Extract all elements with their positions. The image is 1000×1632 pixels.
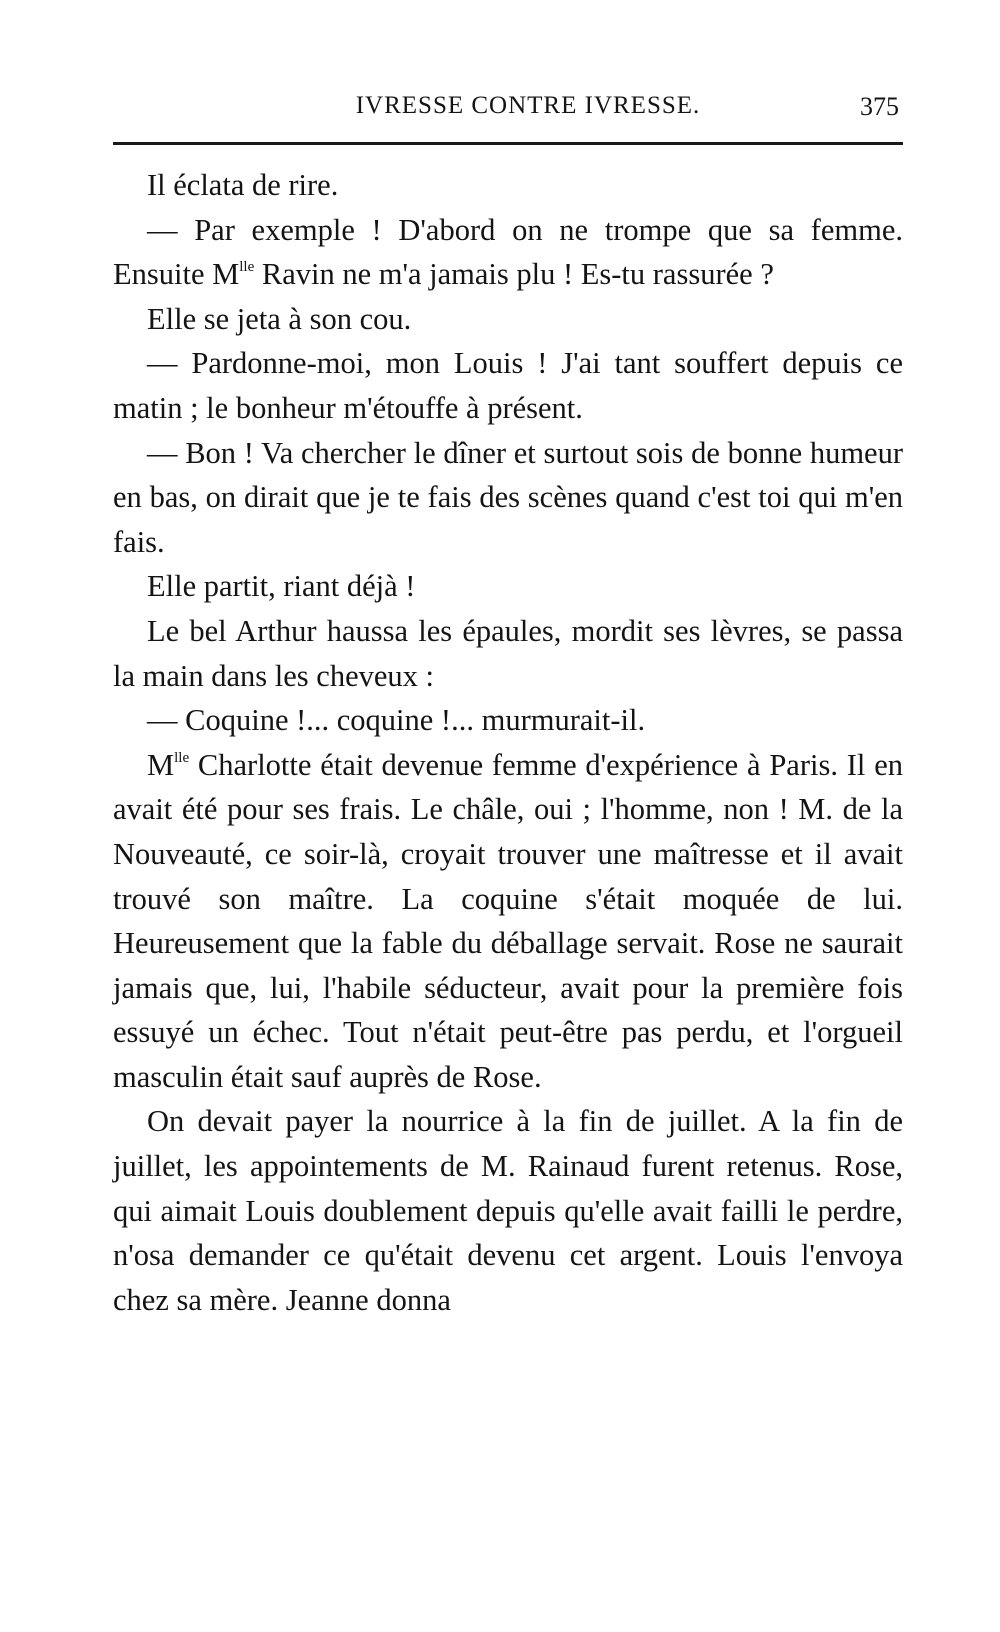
running-head [113,90,903,126]
paragraph: — Par exemple ! D'abord on ne trompe que sa femme. Ensuite $M^{lle}$ Ravin ne m'a jamais plu ! Es-tu rassurée ? [113,212,903,292]
paragraph: — Coquine !... coquine !... murmurait-il. [147,703,646,738]
paragraph: On devait payer la nourrice à la fin de juillet. A la fin de juillet, les appointements de M. Rainaud furent retenus. Rose, qui aimait Louis doublement depuis qu'elle avait failli le perdre, n'osa demander ce qu'était devenu cet argent. Louis l'envoya chez sa mère. Jeanne donna [113,1104,903,1317]
paragraph: $M^{lle}$ Charlotte était devenue femme d'expérience à Paris. Il en avait été pour ses frais. Le châle, oui ; l'homme, non ! M. de la Nouveauté, ce soir-là, croyait trouver une maîtresse et il avait trouvé son maître. La coquine s'était moquée de lui. Heureusement que la fable du déballage servait. Rose ne saurait jamais que, lui, l'habile séducteur, avait pour la première fois essuyé un échec. Tout n'était peut-être pas perdu, et l'orgueil masculin était sauf auprès de Rose. [113,747,903,1094]
paragraph: — Pardonne-moi, mon Louis ! J'ai tant souffert depuis ce matin ; le bonheur m'étouffe à présent. [113,346,903,425]
paragraph: Il éclata de rire. [147,168,339,202]
page-number: 375 [860,92,899,121]
body-text [113,163,903,1322]
paragraph: Elle partit, riant déjà ! [147,569,416,604]
running-title: IVRESSE CONTRE IVRESSE. [355,92,701,119]
paragraph: Elle se jeta à son cou. [147,301,412,336]
header-rule [113,142,903,145]
paragraph: — Bon ! Va chercher le dîner et surtout sois de bonne humeur en bas, on dirait que je te fais des scènes quand c'est toi qui m'en fais. [113,435,903,559]
paragraph: Le bel Arthur haussa les épaules, mordit ses lèvres, se passa la main dans les cheveux : [113,613,903,693]
